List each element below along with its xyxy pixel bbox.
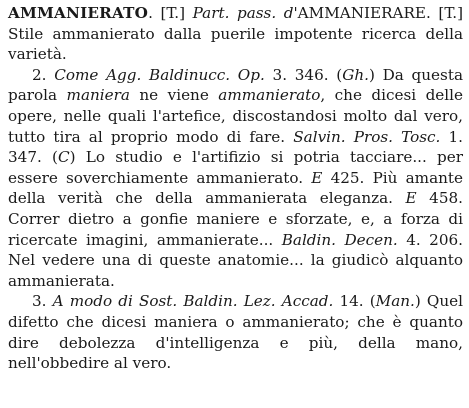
- citation-text: 4. 206. Nel vedere una di queste anatomie... la giudicò alquanto ammanierata.: [8, 230, 464, 290]
- citation-text: 3. 346. (: [264, 65, 343, 84]
- derivation-connector: d': [276, 4, 298, 22]
- citation-source: Baldin. Decen.: [281, 230, 398, 249]
- citation-text: 425. Più amante della verità che della ammanierata eleganza.: [8, 168, 464, 208]
- sense-label: A modo di Sost.: [52, 292, 178, 311]
- citation-text: ) Lo studio e l'artifizio si potria tacciare... per essere soverchiamente ammanierato.: [8, 148, 463, 187]
- citation-source: C: [57, 148, 70, 167]
- citation-text: 1. 347. (: [8, 127, 463, 167]
- citation-text: 458. Correr dietro a gonfie maniere e sforzate, e, a forza di ricercate imagini, ammanierate...: [8, 189, 463, 249]
- citation-text: 14. (: [333, 292, 376, 311]
- sense-number: 3.: [32, 292, 53, 311]
- citation-source: Salvin. Pros. Tosc.: [293, 127, 441, 146]
- citation-text: ) Da questa parola: [8, 65, 463, 105]
- entry-paragraph-definition: [8, 3, 463, 65]
- sense-label: Come Agg.: [54, 65, 142, 84]
- definition-text: [T.] Stile ammanierato dalla puerile impotente ricerca della varietà.: [8, 4, 463, 64]
- headword: AMMANIERATO: [8, 4, 149, 22]
- emphasized-word: ammanierato: [218, 86, 321, 105]
- entry-paragraph-sense-3: [8, 291, 463, 373]
- grammar-tag: . [T.]: [148, 4, 193, 22]
- sense-number: 2.: [32, 65, 55, 84]
- citation-source: Baldin. Lez. Accad.: [177, 292, 334, 311]
- derivation-end: .: [426, 4, 431, 22]
- entry-paragraph-sense-2: [8, 65, 463, 292]
- citation-source: E: [311, 168, 323, 187]
- emphasized-word: maniera: [66, 86, 130, 105]
- citation-text: ne viene: [129, 86, 219, 105]
- derivation-reference: AMMANIERARE: [297, 4, 427, 22]
- part-of-speech: Part. pass.: [192, 4, 277, 22]
- citation-source: Baldinucc. Op.: [141, 65, 265, 84]
- citation-text: , che dicesi delle opere, nelle quali l'artefice, discostandosi molto dal vero, tutto tira al proprio modo di fare.: [8, 86, 463, 146]
- citation-source: Man.: [375, 292, 415, 311]
- citation-text: ) Quel difetto che dicesi maniera o ammanierato; che è quanto dire debolezza d'intelligenza e più, della mano, nell'obbedire al vero.: [8, 292, 463, 373]
- citation-source: E: [405, 189, 417, 208]
- citation-source: Gh.: [342, 65, 369, 84]
